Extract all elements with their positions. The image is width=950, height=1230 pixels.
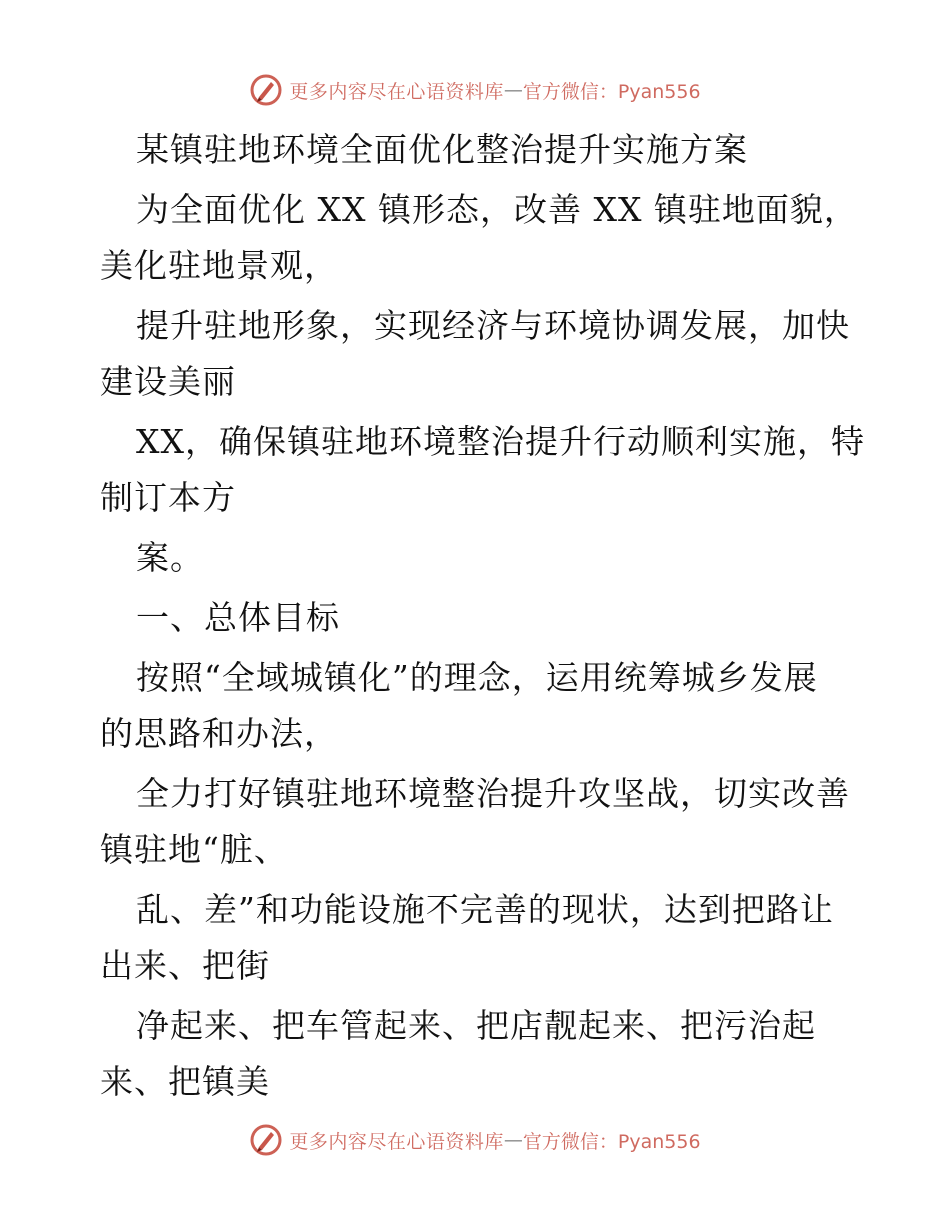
- watermark-wechat-text: 官方微信：Pyan556: [522, 80, 701, 103]
- doc-line: 为全面优化 XX 镇形态，改善 XX 镇驻地面貌，: [136, 190, 858, 229]
- pen-circle-logo-icon: [249, 73, 283, 107]
- document-body: [100, 122, 865, 1110]
- doc-line: 案。: [136, 538, 204, 577]
- doc-line: 乱、差”和功能设施不完善的现状，达到把路让: [136, 890, 834, 929]
- doc-line: XX，确保镇驻地环境整治提升行动顺利实施，特: [136, 422, 865, 461]
- watermark-site-text: 更多内容尽在心语资料库: [289, 1130, 504, 1153]
- footer-watermark: [0, 1120, 950, 1160]
- doc-line: 的思路和办法，: [100, 714, 338, 753]
- doc-line: 按照“全域城镇化”的理念，运用统筹城乡发展: [136, 658, 818, 697]
- watermark-separator: —: [503, 79, 523, 101]
- doc-line: 出来、把街: [100, 946, 270, 985]
- doc-line: 镇驻地“脏、: [100, 830, 288, 869]
- doc-line: 来、把镇美: [100, 1062, 270, 1101]
- doc-line: 制订本方: [100, 478, 236, 517]
- section-heading: 一、总体目标: [136, 598, 340, 637]
- watermark-site-text: 更多内容尽在心语资料库: [289, 80, 504, 103]
- doc-line: 全力打好镇驻地环境整治提升攻坚战，切实改善: [136, 774, 850, 813]
- doc-line: 美化驻地景观，: [100, 246, 338, 285]
- doc-line: 建设美丽: [100, 362, 236, 401]
- watermark-wechat-text: 官方微信：Pyan556: [522, 1130, 701, 1153]
- watermark-separator: —: [503, 1129, 523, 1151]
- doc-line: 提升驻地形象，实现经济与环境协调发展，加快: [136, 306, 850, 345]
- doc-line: 某镇驻地环境全面优化整治提升实施方案: [136, 130, 748, 169]
- header-watermark: [0, 70, 950, 110]
- pen-circle-logo-icon: [249, 1123, 283, 1157]
- doc-line: 净起来、把车管起来、把店靓起来、把污治起: [136, 1006, 816, 1045]
